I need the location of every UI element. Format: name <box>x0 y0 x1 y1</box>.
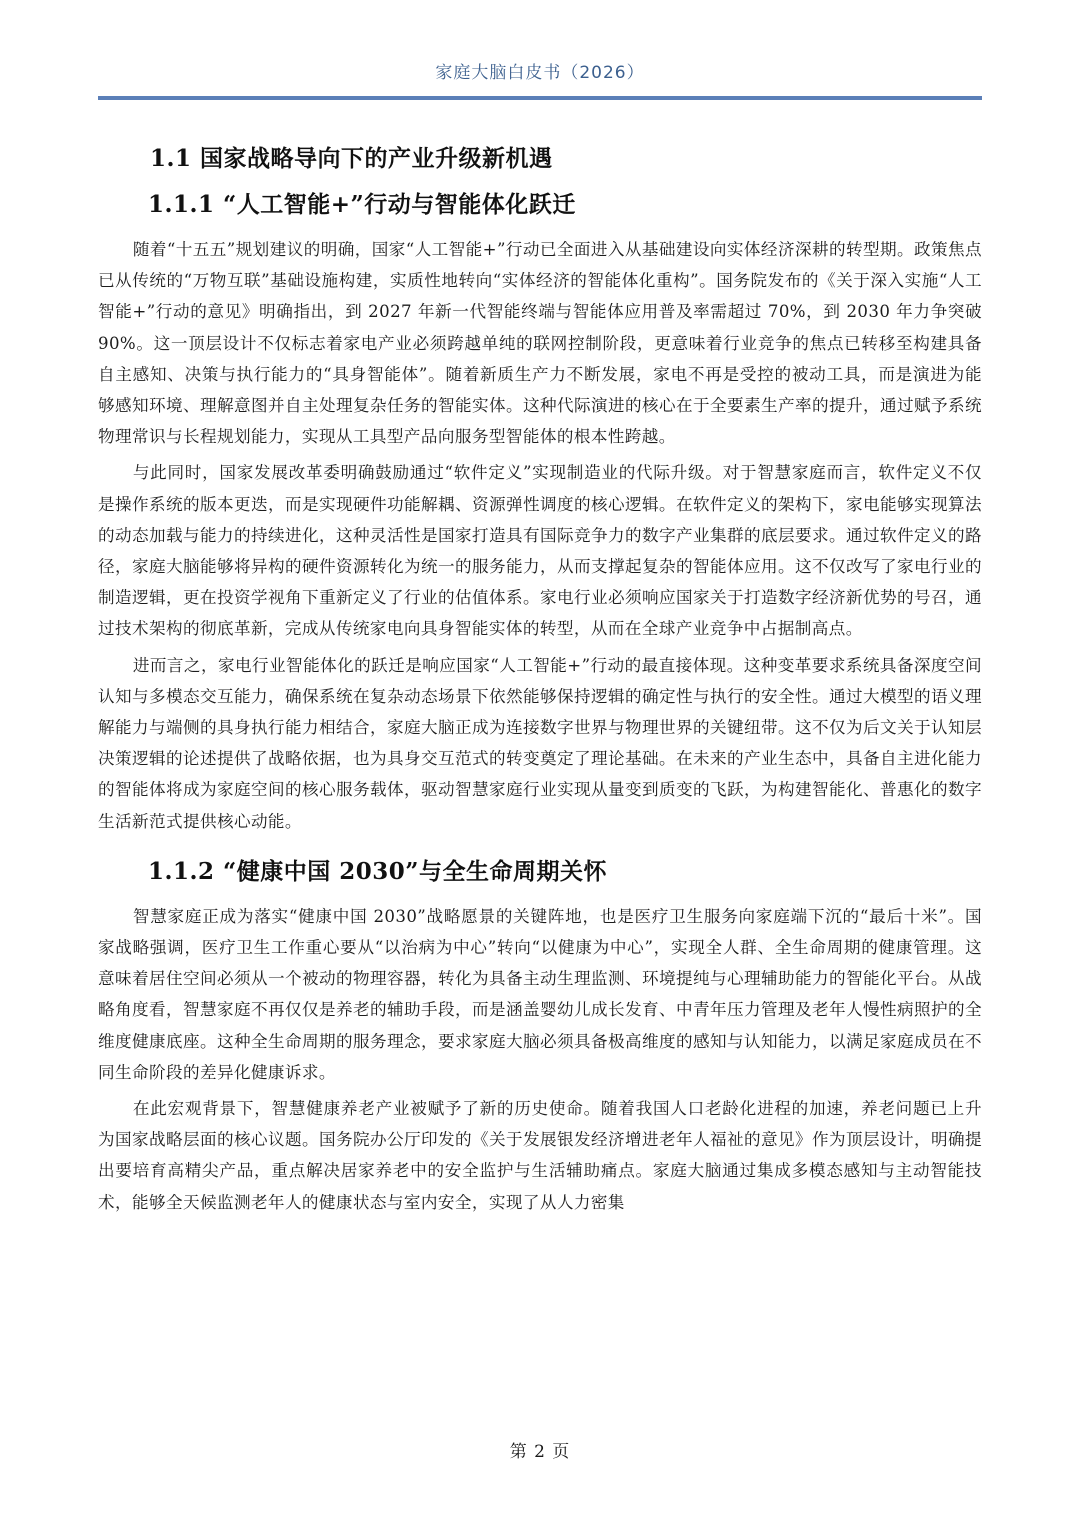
subsection-heading-1-1-2: 1.1.2 “健康中国 2030”与全生命周期关怀 <box>148 857 608 885</box>
header-divider <box>98 96 982 100</box>
section-heading: 1.1 国家战略导向下的产业升级新机遇 <box>150 145 553 172</box>
paragraph: 进而言之，家电行业智能体化的跃迁是响应国家“人工智能+”行动的最直接体现。这种变革要求系统具备深度空间认知与多模态交互能力，确保系统在复杂动态场景下依然能够保持逻辑的确定性与执行的安全性。通过大模型的语义理解能力与端侧的具身执行能力相结合，家庭大脑正成为连接数字世界与物理世界的关键纽带。这不仅为后文关于认知层决策逻辑的论述提供了战略依据，也为具身交互范式的转变奠定了理论基础。在未来的产业生态中，具备自主进化能力的智能体将成为家庭空间的核心服务载体，驱动智慧家庭行业实现从量变到质变的飞跃，为构建智能化、普惠化的数字生活新范式提供核心动能。 <box>98 655 982 831</box>
page-content <box>98 140 982 1218</box>
subsection-heading-1-1-1: 1.1.1 “人工智能+”行动与智能体化跃迁 <box>148 191 576 218</box>
paragraph: 智慧家庭正成为落实“健康中国 2030”战略愿景的关键阵地，也是医疗卫生服务向家庭端下沉的“最后十米”。国家战略强调，医疗卫生工作重心要从“以治病为中心”转向“以健康为中心”，实现全人群、全生命周期的健康管理。这意味着居住空间必须从一个被动的物理容器，转化为具备主动生理监测、环境提纯与心理辅助能力的智能化平台。从战略角度看，智慧家庭不再仅仅是养老的辅助手段，而是涵盖婴幼儿成长发育、中青年压力管理及老年人慢性病照护的全维度健康底座。这种全生命周期的服务理念，要求家庭大脑必须具备极高维度的感知与认知能力，以满足家庭成员在不同生命阶段的差异化健康诉求。 <box>98 906 982 1082</box>
document-header-title: 家庭大脑白皮书（2026） <box>435 63 645 83</box>
paragraph: 与此同时，国家发展改革委明确鼓励通过“软件定义”实现制造业的代际升级。对于智慧家庭而言，软件定义不仅是操作系统的版本更迭，而是实现硬件功能解耦、资源弹性调度的核心逻辑。在软件定义的架构下，家电能够实现算法的动态加载与能力的持续进化，这种灵活性是国家打造具有国际竞争力的数字产业集群的底层要求。通过软件定义的路径，家庭大脑能够将异构的硬件资源转化为统一的服务能力，从而支撑起复杂的智能体应用。这不仅改写了家电行业的制造逻辑，更在投资学视角下重新定义了行业的估值体系。家电行业必须响应国家关于打造数字经济新优势的号召，通过技术架构的彻底革新，完成从传统家电向具身智能实体的转型，从而在全球产业竞争中占据制高点。 <box>98 463 982 639</box>
page-number: 第 2 页 <box>509 1442 571 1462</box>
paragraph: 在此宏观背景下，智慧健康养老产业被赋予了新的历史使命。随着我国人口老龄化进程的加速，养老问题已上升为国家战略层面的核心议题。国务院办公厅印发的《关于发展银发经济增进老年人福祉的意见》作为顶层设计，明确提出要培育高精尖产品，重点解决居家养老中的安全监护与生活辅助痛点。家庭大脑通过集成多模态感知与主动智能技术，能够全天候监测老年人的健康状态与室内安全，实现了从人力密集 <box>98 1099 982 1212</box>
paragraph: 随着“十五五”规划建议的明确，国家“人工智能+”行动已全面进入从基础建设向实体经济深耕的转型期。政策焦点已从传统的“万物互联”基础设施构建，实质性地转向“实体经济的智能体化重构”。国务院发布的《关于深入实施“人工智能+”行动的意见》明确指出，到 2027 年新一代智能终端与智能体应用普及率需超过 70%，到 2030 年力争突破 90%。这一顶层设计不仅标志着家电产业必须跨越单纯的联网控制阶段，更意味着行业竞争的焦点已转移至构建具备自主感知、决策与执行能力的“具身智能体”。随着新质生产力不断发展，家电不再是受控的被动工具，而是演进为能够感知环境、理解意图并自主处理复杂任务的智能实体。这种代际演进的核心在于全要素生产率的提升，通过赋予系统物理常识与长程规划能力，实现从工具型产品向服务型智能体的根本性跨越。 <box>98 240 982 447</box>
